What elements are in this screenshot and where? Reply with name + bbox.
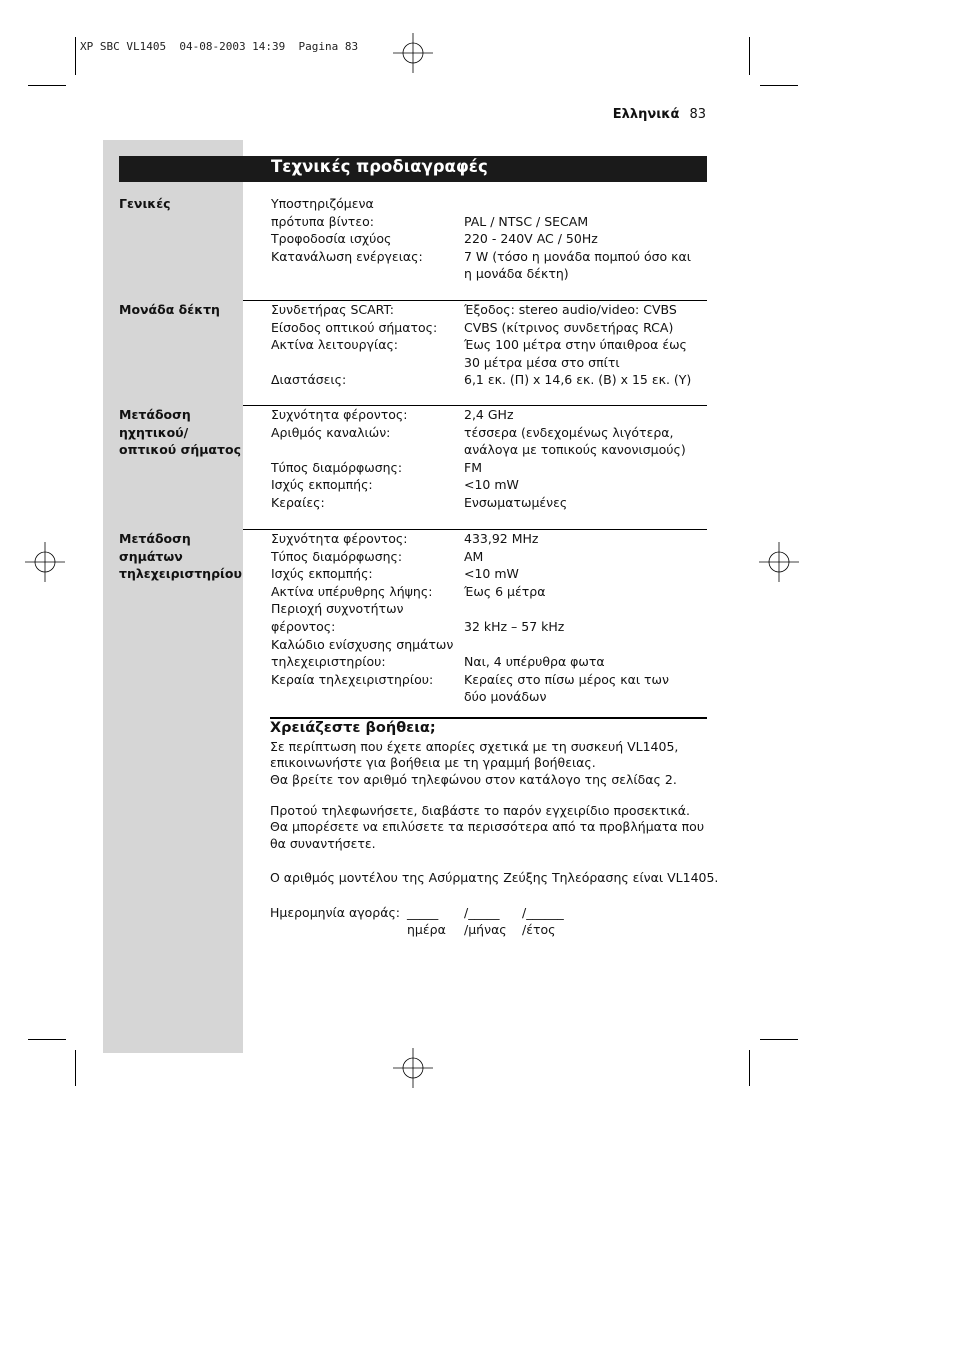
help-paragraph-line: Θα βρείτε τον αριθμό τηλεφώνου στον κατάλογο της σελίδας 2. [270, 771, 677, 787]
spec-value [464, 600, 707, 635]
page-header [613, 107, 706, 122]
spec-label-line: Καλώδιο ενίσχυσης σημάτων [271, 636, 454, 652]
help-paragraph [270, 739, 720, 788]
spec-value-line: 6,1 εκ. (Π) x 14,6 εκ. (Β) x 15 εκ. (Υ) [464, 372, 692, 388]
spec-label-line: Τύπος διαμόρφωσης: [271, 459, 403, 475]
print-slug: XP SBC VL1405 04-08-2003 14:39 Pagina 83 [80, 40, 359, 53]
gray-sidebar-band [103, 140, 243, 1053]
spec-value-line: PAL / NTSC / SECAM [464, 213, 589, 229]
spec-value-line: τέσσερα (ενδεχομένως λιγότερα, [464, 424, 674, 440]
section-name-line: τηλεχειριστηρίου [119, 566, 242, 582]
spec-value [464, 565, 707, 583]
spec-label-line: Κεραία τηλεχειριστηρίου: [271, 671, 434, 687]
spec-label-line: Αριθμός καναλιών: [271, 424, 391, 440]
page-title: Τεχνικές προδιαγραφές [271, 157, 488, 176]
spec-value-line: η μονάδα δέκτη) [464, 266, 569, 282]
spec-value-line: Ναι, 4 υπέρυθρα φωτα [464, 654, 605, 670]
spec-label-line: Διαστάσεις: [271, 372, 347, 388]
spec-label-line: Ισχύς εκπομπής: [271, 566, 373, 582]
spec-value [464, 319, 707, 337]
spec-label [271, 319, 461, 337]
section-name [119, 195, 244, 213]
spec-label [271, 671, 461, 689]
help-paragraph [270, 870, 720, 886]
spec-label [271, 494, 461, 512]
spec-value [464, 371, 707, 389]
spec-value [464, 301, 707, 319]
crop-mark [760, 85, 798, 86]
spec-value [464, 548, 707, 566]
spec-value [464, 406, 707, 424]
title-bar [119, 156, 707, 182]
help-paragraph-line: επικοινωνήστε για βοήθεια με τη γραμμή βοήθειας. [270, 755, 596, 771]
help-paragraph-line: Προτού τηλεφωνήσετε, διαβάστε το παρόν εγχειρίδιο προσεκτικά. [270, 803, 690, 818]
spec-value-line: δύο μονάδων [464, 689, 547, 705]
spec-label-line: Τύπος διαμόρφωσης: [271, 548, 403, 564]
spec-value-line [464, 636, 707, 654]
spec-value-line: Έξοδος: stereo audio/video: CVBS [464, 302, 677, 317]
crop-mark [749, 1050, 750, 1086]
crop-mark [75, 1050, 76, 1086]
help-paragraph [270, 803, 720, 852]
section-name-line: Γενικές [119, 196, 171, 211]
language-label: Ελληνικά [612, 107, 680, 122]
spec-label [271, 530, 461, 548]
section-name-line: Μετάδοση [119, 407, 191, 422]
help-paragraph-line: θα συναντήσετε. [270, 835, 376, 851]
spec-label [271, 565, 461, 583]
spec-value-line [464, 600, 707, 618]
spec-label [271, 583, 461, 601]
date-blank: /______ [522, 905, 564, 920]
spec-label [271, 301, 461, 319]
help-paragraph-line: Θα μπορέσετε να επιλύσετε τα περισσότερα από τα προβλήματα που [270, 819, 705, 835]
spec-label-line: Υποστηριζόμενα [271, 196, 374, 211]
spec-label [271, 230, 461, 248]
spec-value-line: Κεραίες στο πίσω μέρος και των [464, 671, 669, 687]
registration-mark-icon [393, 33, 433, 73]
registration-mark-icon [393, 1048, 433, 1088]
date-caption: /έτος [522, 922, 556, 937]
spec-label-line: Ακτίνα υπέρυθρης λήψης: [271, 583, 433, 599]
spec-value [464, 230, 707, 248]
spec-label-line: τηλεχειριστηρίου: [271, 654, 386, 670]
purchase-date-label: Ημερομηνία αγοράς: [270, 905, 400, 920]
spec-label [271, 476, 461, 494]
help-paragraph-line: Ο αριθμός μοντέλου της Ασύρματης Ζεύξης Τηλεόρασης είναι VL1405. [270, 870, 719, 885]
crop-mark [760, 1039, 798, 1040]
section-name-line: σημάτων [119, 548, 183, 564]
spec-value [464, 424, 707, 459]
spec-value-line: FM [464, 459, 482, 475]
spec-label [271, 371, 461, 389]
spec-label-line: Ακτίνα λειτουργίας: [271, 337, 399, 353]
spec-label-line: Συνδετήρας SCART: [271, 302, 394, 317]
spec-label [271, 424, 461, 442]
spec-label-line: Κατανάλωση ενέργειας: [271, 248, 423, 264]
spec-value [464, 583, 707, 601]
help-title: Χρειάζεστε βοήθεια; [270, 720, 436, 736]
spec-value-line: Έως 100 μέτρα στην ύπαιθροα έως [464, 337, 687, 353]
crop-mark [75, 37, 76, 75]
date-field [464, 904, 507, 938]
spec-value [464, 248, 707, 283]
spec-label-line: Ισχύς εκπομπής: [271, 477, 373, 493]
date-blank: /_____ [464, 905, 500, 920]
spec-label [271, 248, 461, 266]
spec-label-line: Τροφοδοσία ισχύος [271, 231, 392, 247]
spec-value-line: 7 W (τόσο η μονάδα πομπού όσο και [464, 248, 691, 264]
spec-label-line: πρότυπα βίντεο: [271, 213, 374, 229]
spec-value [464, 195, 707, 230]
date-caption: /μήνας [464, 922, 507, 937]
spec-label [271, 459, 461, 477]
spec-value [464, 459, 707, 477]
spec-label-line: Είσοδος οπτικού σήματος: [271, 319, 438, 335]
help-divider [270, 717, 707, 719]
spec-value-line: <10 mW [464, 566, 519, 582]
spec-value [464, 336, 707, 371]
spec-value-line: Έως 6 μέτρα [464, 583, 546, 599]
spec-label [271, 406, 461, 424]
help-paragraph-line: Σε περίπτωση που έχετε απορίες σχετικά με τη συσκευή VL1405, [270, 739, 679, 754]
crop-mark [28, 1039, 66, 1040]
section-name-line: οπτικού σήματος [119, 442, 241, 458]
spec-value [464, 671, 707, 706]
date-field [407, 904, 446, 938]
registration-mark-icon [25, 542, 65, 582]
spec-label-line: Κεραίες: [271, 495, 325, 510]
spec-value [464, 476, 707, 494]
spec-label-line: φέροντος: [271, 618, 336, 634]
section-name [119, 406, 244, 459]
spec-value-line: 220 - 240V AC / 50Hz [464, 231, 598, 247]
spec-value-line [464, 195, 707, 213]
spec-label [271, 548, 461, 566]
spec-value-line: 433,92 MHz [464, 531, 539, 546]
section-name-line: Μονάδα δέκτη [119, 302, 220, 317]
date-caption: ημέρα [407, 922, 446, 937]
section-name [119, 301, 244, 319]
spec-value-line: CVBS (κίτρινος συνδετήρας RCA) [464, 319, 674, 335]
spec-value-line: 32 kHz – 57 kHz [464, 618, 565, 634]
registration-mark-icon [759, 542, 799, 582]
spec-value-line: 2,4 GHz [464, 407, 514, 422]
spec-label-line: Περιοχή συχνοτήτων [271, 601, 404, 617]
spec-label-line: Συχνότητα φέροντος: [271, 407, 408, 422]
page-number: 83 [689, 107, 706, 122]
spec-label [271, 195, 461, 230]
spec-label [271, 336, 461, 354]
spec-value-line: 30 μέτρα μέσα στο σπίτι [464, 354, 620, 370]
spec-label [271, 600, 461, 635]
spec-label-line: Συχνότητα φέροντος: [271, 531, 408, 546]
crop-mark [749, 37, 750, 75]
spec-label [271, 636, 461, 671]
section-name-line: ηχητικού/ [119, 424, 189, 440]
spec-value-line: Ενσωματωμένες [464, 495, 568, 510]
spec-value-line: <10 mW [464, 477, 519, 493]
spec-value [464, 636, 707, 671]
section-name [119, 530, 244, 583]
crop-mark [28, 85, 66, 86]
date-field [522, 904, 564, 938]
section-name-line: Μετάδοση [119, 531, 191, 546]
spec-value [464, 494, 707, 512]
date-blank: _____ [407, 905, 439, 920]
spec-value-line: AM [464, 548, 484, 564]
spec-value [464, 530, 707, 548]
spec-value-line: ανάλογα με τοπικούς κανονισμούς) [464, 442, 686, 458]
